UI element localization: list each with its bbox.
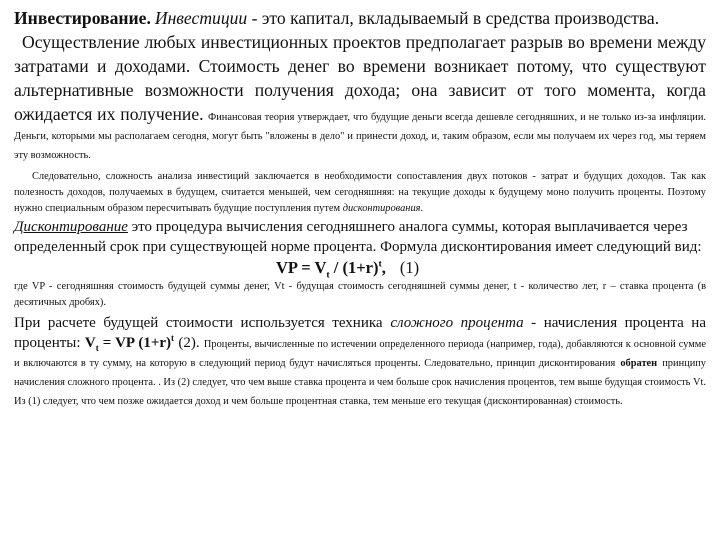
formula-discounting <box>14 257 706 279</box>
term-investments: Инвестиции <box>154 8 248 28</box>
formula-comma: , <box>381 258 386 277</box>
formula-lhs: VP = V <box>276 258 327 277</box>
fv-mid: = VP (1+r) <box>98 335 172 351</box>
formula-sub-t: t <box>326 269 330 281</box>
text-discounting-definition: это процедура вычисления сегодняшнего аналога суммы, которая выплачивается через определенный срок при существующей норме процента. Формула дисконтирования имеет следующий вид: <box>14 219 702 255</box>
text-compound-def: - начисления процента на проценты: <box>14 315 706 351</box>
paragraph-complexity <box>14 169 706 217</box>
paragraph-compound <box>14 313 706 410</box>
text-conclusion: принципу начисления сложного процента. . Из (2) следует, что чем выше ставка процента и чем больше срок начисления процентов, тем выше будущая стоимость Vt. Из (1) следует, что чем позже ожидается доход и чем больше процентная ставка, тем меньше его текущая (дисконтированная) стоимость. <box>14 358 707 407</box>
text-variables: где VP - сегодняшняя стоимость будущей суммы денег, Vt - будущая стоимость сегодняшней суммы денег, t - количество лет, r – ставка процента (в десятичных дробях). <box>14 281 706 308</box>
formula-number-1: (1) <box>399 258 420 277</box>
definition-investments: - это капитал, вкладываемый в средства производства. <box>247 8 660 28</box>
term-discounting-small: дисконтирования <box>342 203 421 214</box>
paragraph-variables <box>14 279 706 311</box>
text-complexity: Следовательно, сложность анализа инвестиций заключается в необходимости сопоставления двух потоков - затрат и будущих доходов. Так как полезность доходов, получаемых в будущем, считается меньшей, чем сегодняшняя: на текущие доходы к будущему моно получить проценты. Поэтому нужно специальным образом пересчитывать будущие поступления путем <box>14 171 706 214</box>
formula-future-value <box>85 335 174 351</box>
fv-lhs: V <box>84 335 96 351</box>
formula-number-2: (2). <box>178 335 200 351</box>
paragraph-intro <box>14 6 706 164</box>
text-financial-theory: Финансовая теория утверждает, что будущие деньги всегда дешевле сегодняшних, и не только из-за инфляции. Деньги, которыми мы располагаем сегодня, могут быть "вложены в дело" и принести доход, и, таким образом, если мы получаем их через год, мы теряем эту возможность. <box>14 112 706 161</box>
text-compound-explanation: Проценты, вычисленные по истечении определенного периода (например, года), добавляются к основной сумме и включаются в ту сумму, на которую в следующий период будут начисляться проценты. Следовательно, принцип дисконтирования <box>14 339 706 369</box>
formula-mid: / (1+r) <box>329 258 379 277</box>
heading-investing: Инвестирование. <box>14 8 151 28</box>
text-inverse-bold: обратен <box>620 358 658 369</box>
paragraph-discounting <box>14 217 706 257</box>
fv-sub-t: t <box>95 343 99 353</box>
term-compound-interest: сложного процента <box>390 315 524 331</box>
formula-sup-t: t <box>378 258 382 270</box>
period: . <box>420 203 424 214</box>
text-compound-intro: При расчете будущей стоимости используется техника <box>14 315 383 331</box>
text-time-value: Осуществление любых инвестиционных проектов предполагает разрыв во времени между затратами и доходами. Стоимость денег во времени возникает потому, что существуют альтернативные возможности получения дохода; она зависит от того момента, когда ожидается их получение. <box>14 32 706 124</box>
term-discounting: Дисконтирование <box>14 219 128 235</box>
fv-sup-t: t <box>171 333 175 343</box>
